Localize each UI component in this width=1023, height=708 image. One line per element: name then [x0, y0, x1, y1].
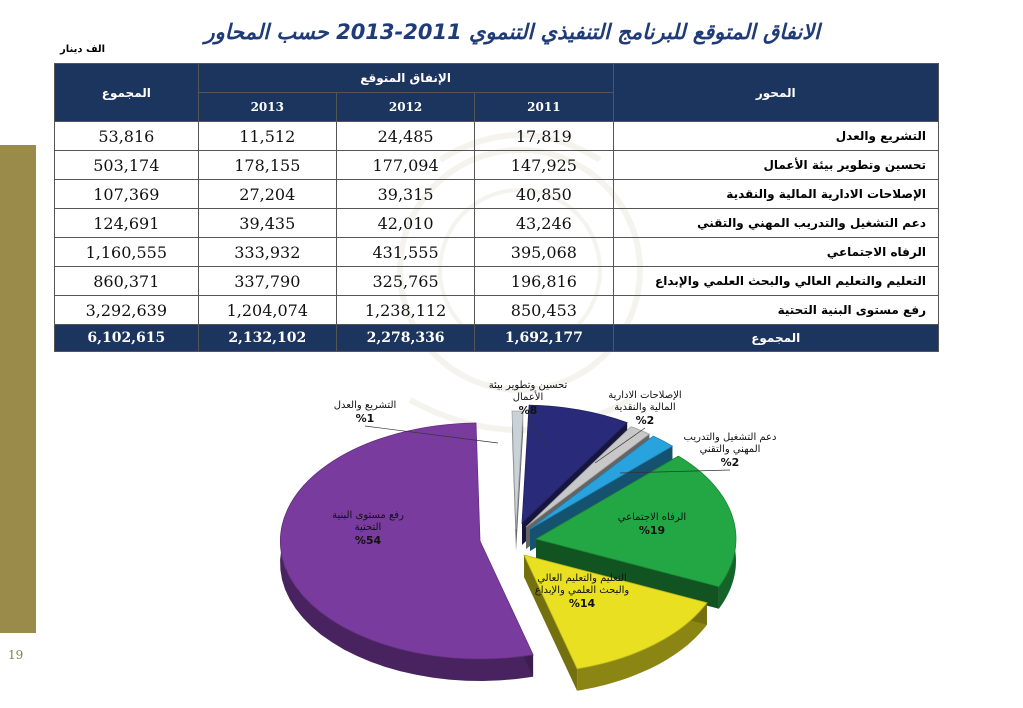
header-expected: الإنفاق المتوقع — [198, 64, 613, 93]
value-2012: 1,238,112 — [336, 296, 474, 325]
value-2013: 337,790 — [198, 267, 336, 296]
axis-cell: دعم التشغيل والتدريب المهني والتقني — [613, 209, 939, 238]
value-total: 503,174 — [55, 151, 199, 180]
axis-cell: التعليم والتعليم العالي والبحث العلمي والإبداع — [613, 267, 939, 296]
value-2011: 395,068 — [475, 238, 613, 267]
unit-label: الف دينار — [60, 44, 106, 55]
slice-label: رفع مستوى البنية — [332, 510, 404, 521]
header-total: المجموع — [55, 64, 199, 122]
value-2012: 42,010 — [336, 209, 474, 238]
axis-cell: تحسين وتطوير بيئة الأعمال — [613, 151, 939, 180]
slice-percent-label: %54 — [354, 534, 382, 547]
grand-total: 6,102,615 — [55, 325, 199, 352]
value-total: 860,371 — [55, 267, 199, 296]
value-2012: 325,765 — [336, 267, 474, 296]
slice-percent-label: %1 — [355, 412, 375, 425]
value-total: 124,691 — [55, 209, 199, 238]
page-title: الانفاق المتوقع للبرنامج التنفيذي التنموي 2011-2013 حسب المحاور — [204, 20, 820, 44]
value-total: 1,160,555 — [55, 238, 199, 267]
value-2011: 17,819 — [475, 122, 613, 151]
value-2012: 177,094 — [336, 151, 474, 180]
slice-percent-label: %2 — [635, 414, 655, 427]
slice-label: التحتية — [354, 522, 382, 533]
value-2012: 39,315 — [336, 180, 474, 209]
table-row — [55, 180, 939, 209]
slice-percent-label: %8 — [518, 404, 538, 417]
table-row — [55, 122, 939, 151]
table-row — [55, 209, 939, 238]
value-2011: 40,850 — [475, 180, 613, 209]
value-2011: 196,816 — [475, 267, 613, 296]
table-row — [55, 151, 939, 180]
slice-label: المالية والنقدية — [614, 402, 676, 413]
header-year-2012: 2012 — [336, 93, 474, 122]
slice-label: الرفاه الاجتماعي — [617, 512, 687, 523]
header-year-2013: 2013 — [198, 93, 336, 122]
total-2011: 1,692,177 — [475, 325, 613, 352]
slice-label: دعم التشغيل والتدريب — [683, 432, 777, 443]
value-2013: 178,155 — [198, 151, 336, 180]
slice-label: والبحث العلمي والإبداع — [534, 585, 630, 596]
page-number: 19 — [8, 648, 24, 662]
pie-chart — [250, 378, 790, 703]
slice-label: الأعمال — [512, 392, 544, 403]
table-row — [55, 296, 939, 325]
total-axis-cell: المجموع — [613, 325, 939, 352]
value-total: 3,292,639 — [55, 296, 199, 325]
axis-cell: الرفاه الاجتماعي — [613, 238, 939, 267]
total-2013: 2,132,102 — [198, 325, 336, 352]
value-2011: 850,453 — [475, 296, 613, 325]
value-2012: 24,485 — [336, 122, 474, 151]
value-2013: 39,435 — [198, 209, 336, 238]
value-2011: 43,246 — [475, 209, 613, 238]
total-row — [55, 325, 939, 352]
value-2011: 147,925 — [475, 151, 613, 180]
total-2012: 2,278,336 — [336, 325, 474, 352]
value-2013: 11,512 — [198, 122, 336, 151]
side-decor-bar — [0, 145, 36, 633]
value-total: 53,816 — [55, 122, 199, 151]
table-row — [55, 267, 939, 296]
expenditure-table — [54, 63, 939, 352]
slice-label: التعليم والتعليم العالي — [537, 573, 627, 584]
slice-label: الإصلاحات الادارية — [608, 390, 682, 401]
slice-label: تحسين وتطوير بيئة — [488, 380, 568, 391]
header-axis: المحور — [613, 64, 939, 122]
slice-percent-label: %19 — [638, 524, 666, 537]
axis-cell: رفع مستوى البنية التحتية — [613, 296, 939, 325]
value-2013: 1,204,074 — [198, 296, 336, 325]
header-year-2011: 2011 — [475, 93, 613, 122]
slice-label: التشريع والعدل — [333, 400, 397, 411]
value-total: 107,369 — [55, 180, 199, 209]
axis-cell: التشريع والعدل — [613, 122, 939, 151]
table-row — [55, 238, 939, 267]
slice-label: المهني والتقني — [699, 444, 761, 455]
slice-percent-label: %14 — [568, 597, 596, 610]
value-2013: 27,204 — [198, 180, 336, 209]
value-2013: 333,932 — [198, 238, 336, 267]
axis-cell: الإصلاحات الادارية المالية والنقدية — [613, 180, 939, 209]
slice-percent-label: %2 — [720, 456, 740, 469]
value-2012: 431,555 — [336, 238, 474, 267]
